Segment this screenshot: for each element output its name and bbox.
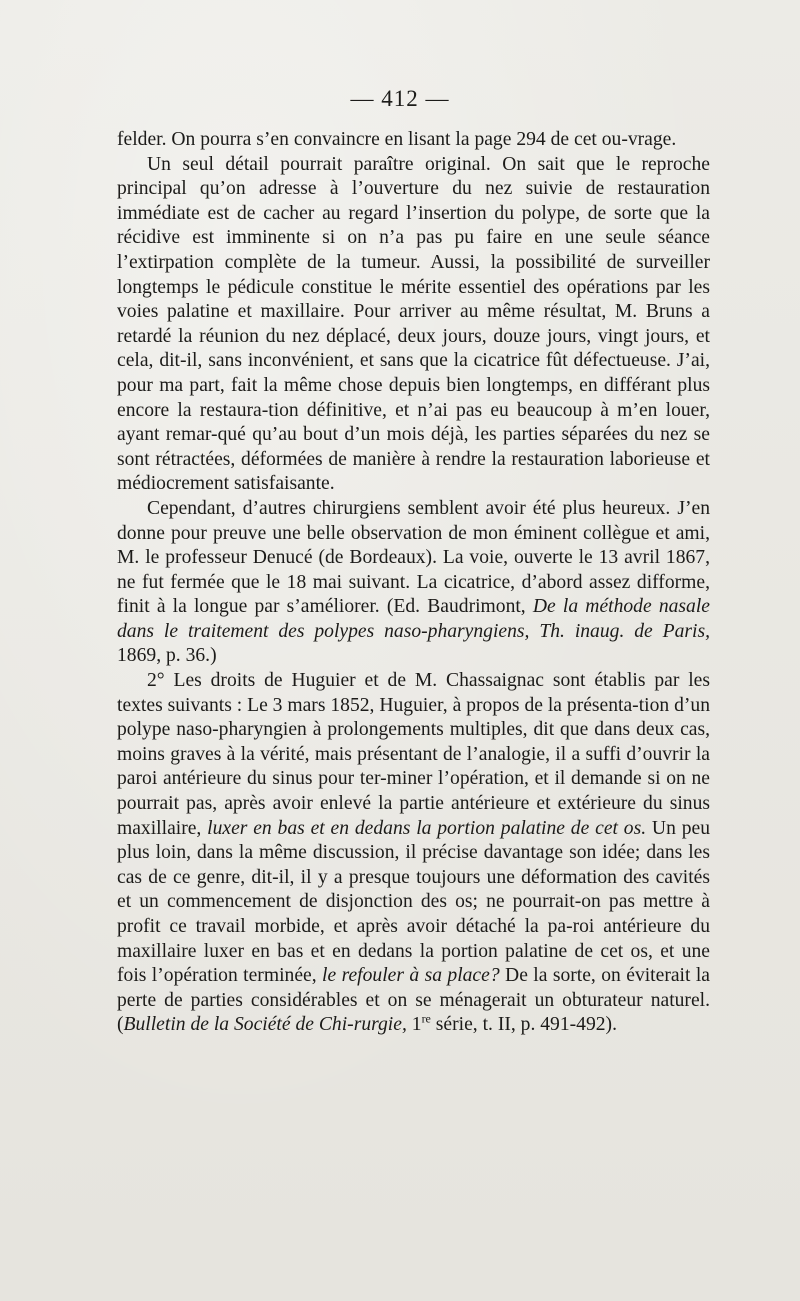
body-text [117, 128, 710, 1038]
citation-italic: Bulletin de la Société de Chi-rurgie, [123, 1014, 407, 1036]
quote-italic: le refouler à sa place? [322, 965, 500, 987]
text-run: Cependant, d’autres chirurgiens semblent avoir été plus heureux. J’en donne pour preuve une belle observation de mon éminent collègue et ami, M. le professeur Denucé (de Bordeaux). La voie, ouverte le 13 avril 1867, ne fut fermée que le 18 mai suivant. La cicatrice, d’abord assez difforme, finit à la longue par s’améliorer. (Ed. Baudrimont, [117, 497, 710, 618]
page-number: — 412 — [350, 86, 450, 111]
text-run: 1869, p. 36.) [117, 645, 217, 667]
text-run: 2° Les droits de Huguier et de M. Chassaignac sont établis par les textes suivants : Le 3 mars 1852, Huguier, à propos de la présenta-tion d’un polype naso-pharyngien à prolongements multiples, dit que dans deux cas, moins graves à la vérité, mais présentant de l’analogie, il a suffi d’ouvrir la paroi antérieure du sinus pour ter-miner l’opération, et il demande si on ne pourrait pas, après avoir enlevé la partie antérieure et extérieure du sinus maxillaire, [117, 670, 710, 839]
ordinal-superscript: re [421, 1011, 431, 1026]
text-run: Un seul détail pourrait paraître original. On sait que le reproche principal qu’on adresse à l’ouverture du nez suivie de restauration immédiate est de cacher au regard l’insertion du polype, de sorte que la récidive est imminente si on n’a pas pu faire en une seule séance l’extirpation complète de la tumeur. Aussi, la possibilité de surveiller longtemps le pédicule constitue le mérite essentiel des opérations par les voies palatine et maxillaire. Pour arriver au même résultat, M. Bruns a retardé la réunion du nez déplacé, deux jours, douze jours, vingt jours, et cela, dit-il, sans inconvénient, et sans que la cicatrice fût défectueuse. J’ai, pour ma part, fait la même chose depuis bien longtemps, en différant plus encore la restaura-tion définitive, et n’ai pas eu beaucoup à m’en louer, ayant remar-qué qu’au bout d’un mois déjà, les parties séparées du nez se sont rétractées, déformées de manière à rendre la restauration laborieuse et médiocrement satisfaisante. [117, 153, 710, 495]
text-run: De la sorte, on éviterait la perte de parties considérables et on se ménagerait un obturateur naturel. ( [117, 965, 710, 1036]
text-run: felder. On pourra s’en convaincre en lisant la page 294 de cet ou-vrage. [117, 129, 677, 150]
paragraph [117, 153, 710, 497]
text-run: 1 [406, 1014, 422, 1036]
paragraph-continuation [117, 128, 710, 153]
quote-italic: luxer en bas et en dedans la portion palatine de cet os. [207, 817, 647, 839]
paragraph [117, 497, 710, 669]
citation-italic: De la méthode nasale dans le traitement des polypes naso-pharyngiens, Th. inaug. de Paris, [117, 596, 710, 642]
text-run: Un peu plus loin, dans la même discussion, il précise davantage son idée; dans les cas de ce genre, dit-il, il y a presque toujours une déformation des cavités et un commencement de disjonction des os; ne pourrait-on pas mettre à profit ce travail morbide, et après avoir détaché la pa-roi antérieure du maxillaire luxer en bas et en dedans la portion palatine de cet os, et une fois l’opération terminée, [117, 817, 710, 987]
paragraph [117, 669, 710, 1038]
text-run: série, t. II, p. 491-492). [430, 1014, 617, 1036]
